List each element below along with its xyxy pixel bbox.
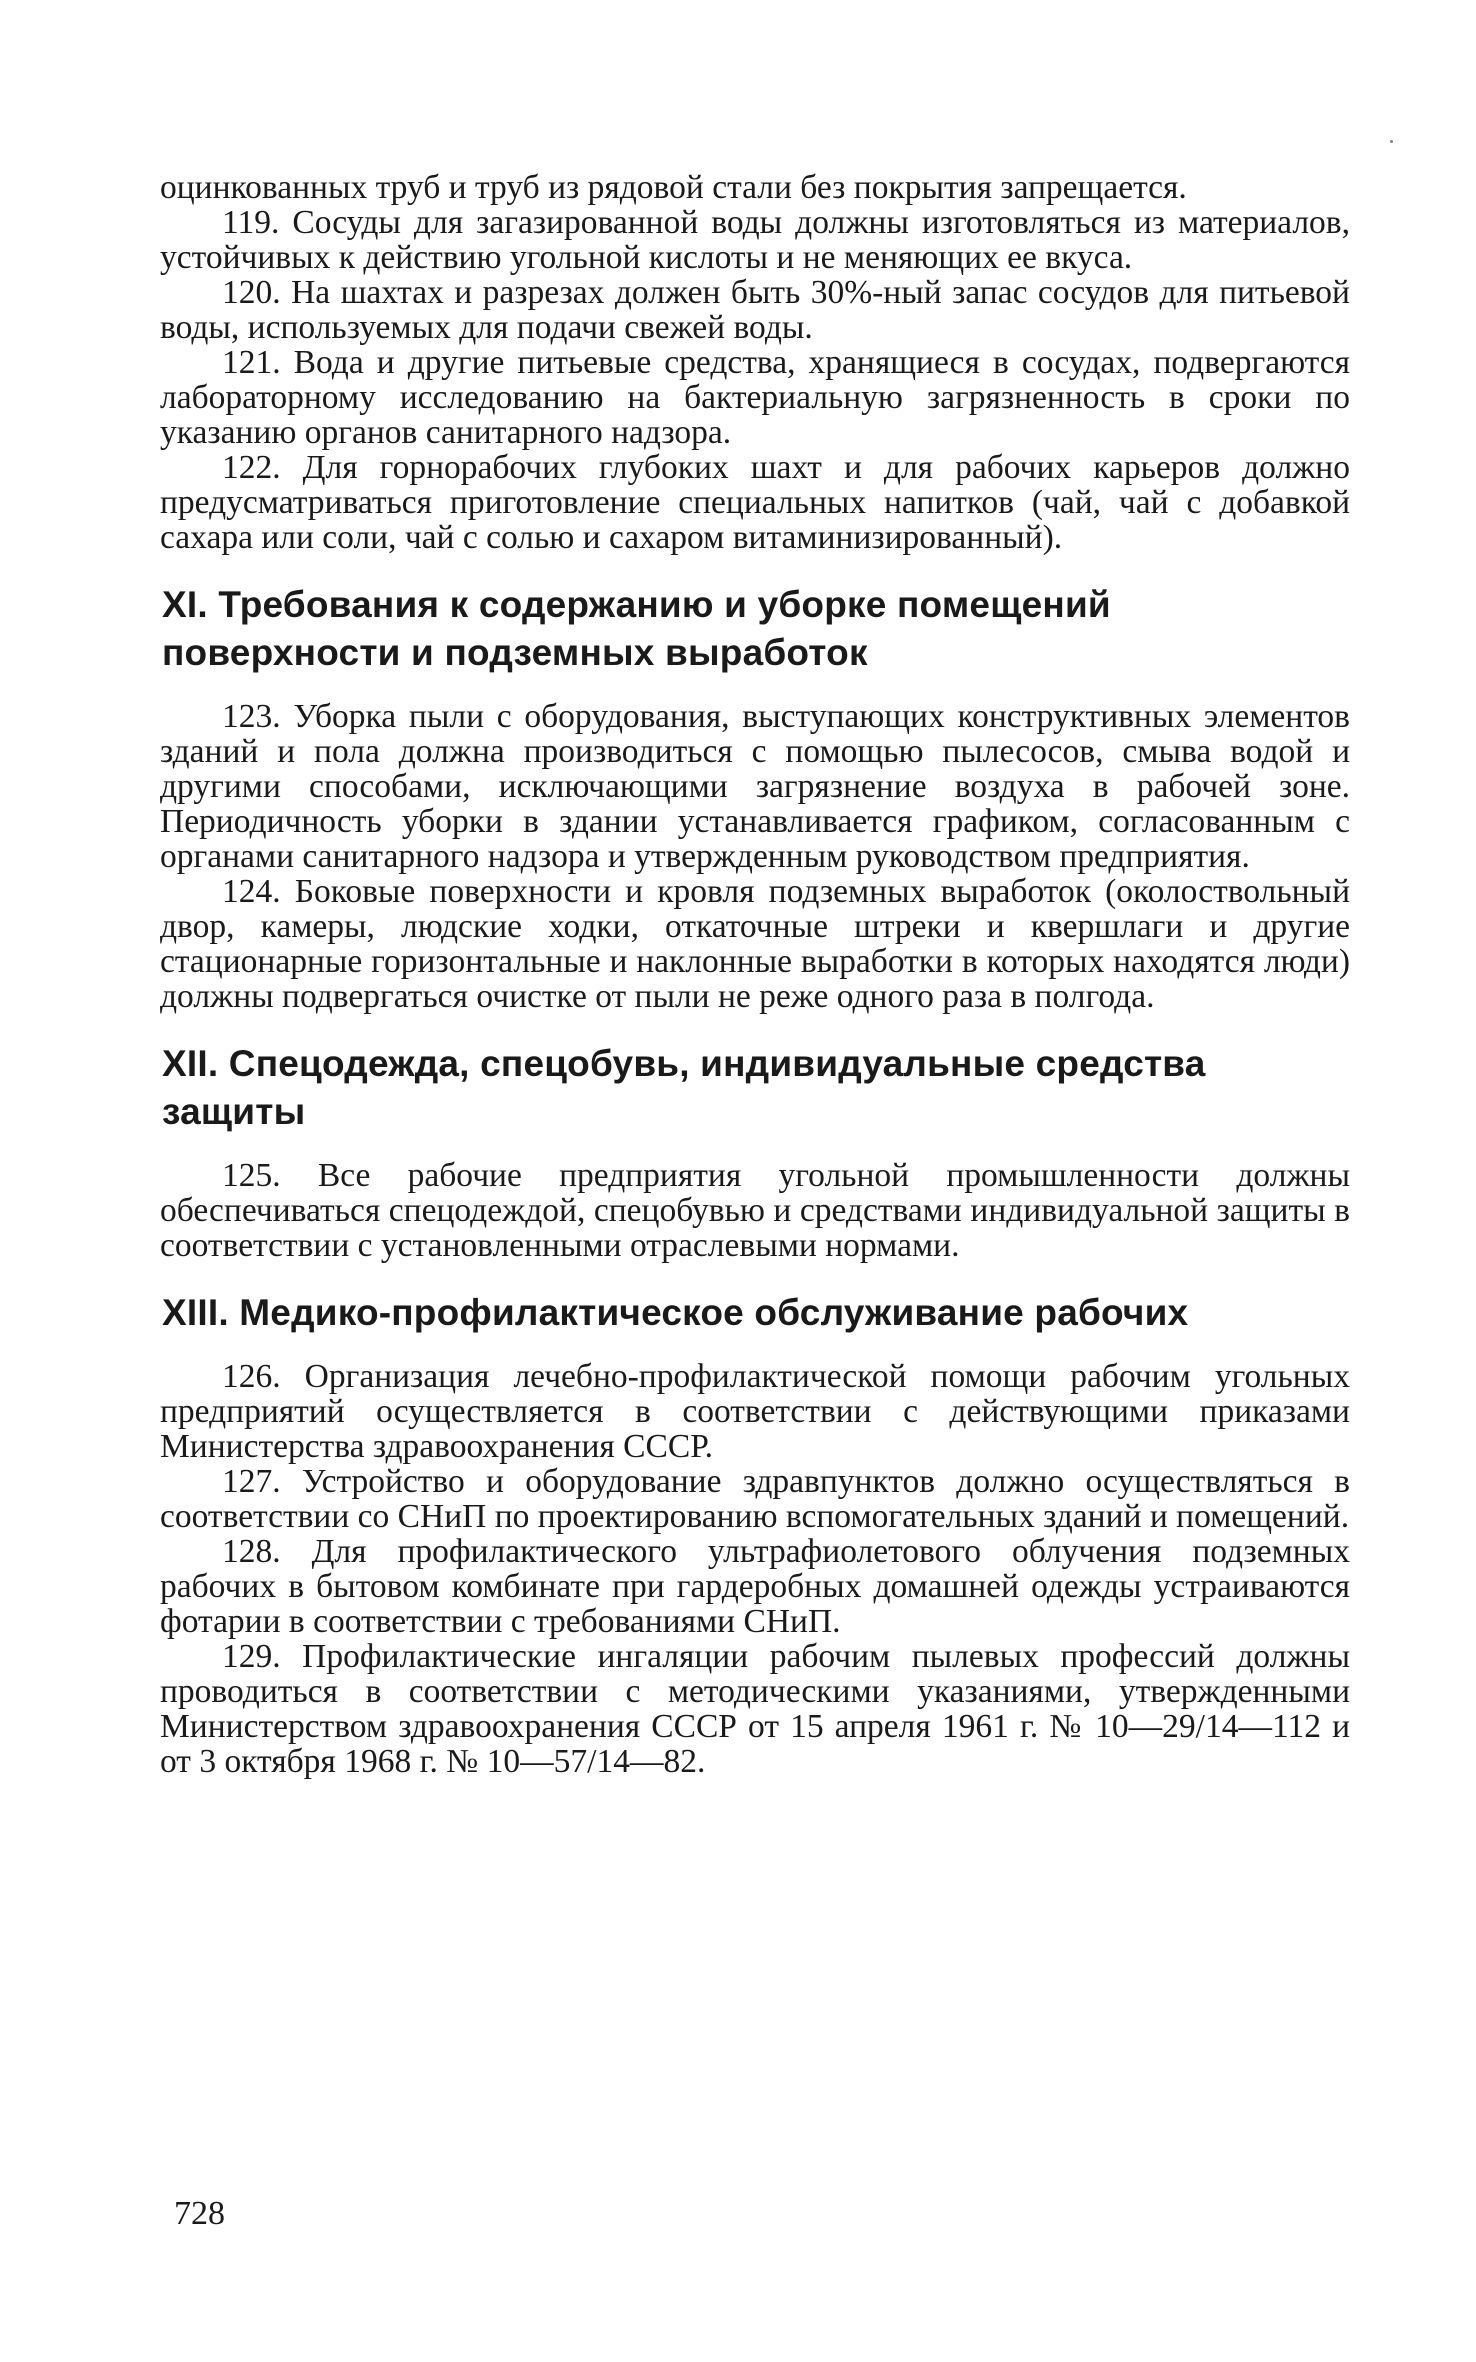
paragraph-122: 122. Для горнорабочих глубоких шахт и для рабочих карьеров должно предусматриваться приготовление специальных напитков (чай, чай с добавкой сахара или соли, чай с солью и сахаром витаминизированный). [160, 449, 1350, 556]
paragraph-120: 120. На шахтах и разрезах должен быть 30%-ный запас сосудов для питьевой воды, используемых для подачи свежей воды. [160, 274, 1350, 346]
paragraph-119: 119. Сосуды для загазированной воды должны изготовляться из материалов, устойчивых к действию угольной кислоты и не меняющих ее вкуса. [160, 204, 1350, 276]
section-heading-xiii: XIII. Медико-профилактическое обслуживание рабочих [162, 1292, 1189, 1333]
paragraph-123: 123. Уборка пыли с оборудования, выступающих конструктивных элементов зданий и пола должна производиться с помощью пылесосов, смыва водой и другими способами, исключающими загрязнение воздуха в рабочей зоне. Периодичность уборки в здании устанавливается графиком, согласованным с органами санитарного надзора и утвержденным руководством предприятия. [160, 698, 1350, 875]
paragraph-129: 129. Профилактические ингаляции рабочим пылевых профессий должны проводиться в соответствии с методическими указаниями, утвержденными Министерством здравоохранения СССР от 15 апреля 1961 г. № 10—29/14—112 и от 3 октября 1968 г. № 10—57/14—82. [160, 1638, 1350, 1780]
paragraph-128: 128. Для профилактического ультрафиолетового облучения подземных рабочих в бытовом комбинате при гардеробных домашней одежды устраиваются фотарии в соответствии с требованиями СНиП. [160, 1533, 1350, 1640]
print-speck [1390, 140, 1393, 143]
paragraph-continuation: оцинкованных труб и труб из рядовой стали без покрытия запрещается. [160, 169, 1187, 206]
section-heading-xii: XII. Спецодежда, спецобувь, индивидуальные средства защиты [162, 1043, 1206, 1132]
page-number: 728 [174, 2195, 225, 2232]
paragraph-125: 125. Все рабочие предприятия угольной промышленности должны обеспечиваться спецодеждой, спецобувью и средствами индивидуальной защиты в соответствии с установленными отраслевыми нормами. [160, 1157, 1350, 1264]
paragraph-124: 124. Боковые поверхности и кровля подземных выработок (околоствольный двор, камеры, людские ходки, откаточные штреки и квершлаги и другие стационарные горизонтальные и наклонные выработки в которых находятся люди) должны подвергаться очистке от пыли не реже одного раза в полгода. [160, 873, 1350, 1015]
paragraph-126: 126. Организация лечебно-профилактической помощи рабочим угольных предприятий осуществляется в соответствии с действующими приказами Министерства здравоохранения СССР. [160, 1358, 1350, 1465]
paragraph-127: 127. Устройство и оборудование здравпунктов должно осуществляться в соответствии со СНиП по проектированию вспомогательных зданий и помещений. [160, 1463, 1350, 1535]
page-body [160, 170, 1350, 1779]
paragraph-121: 121. Вода и другие питьевые средства, хранящиеся в сосудах, подвергаются лабораторному исследованию на бактериальную загрязненность в сроки по указанию органов санитарного надзора. [160, 344, 1350, 451]
section-heading-xi: XI. Требования к содержанию и уборке помещений поверхности и подземных выработок [162, 584, 1111, 673]
